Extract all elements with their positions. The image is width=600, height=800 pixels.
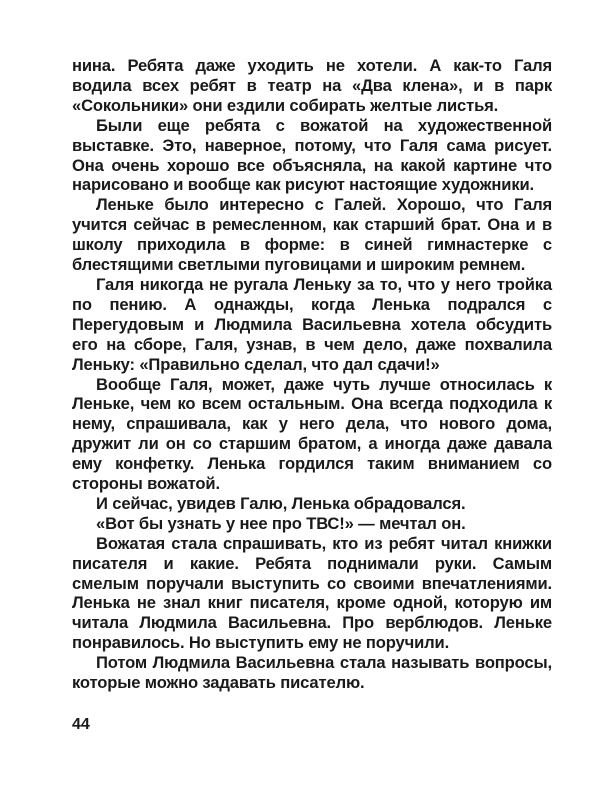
paragraph-1: нина. Ребята даже уходить не хотели. А как-то Галя водила всех ребят в театр на «Два клена», и в парк «Сокольники» они ездили собирать желтые листья. [72,56,552,115]
paragraph-4: Галя никогда не ругала Леньку за то, что у него тройка по пению. А однажды, когда Ленька подрался с Перегудовым и Людмила Васильевна хотела обсудить его на сборе, Галя, узнав, в чем дело, даже похвалила Леньку: «Правильно сделал, что дал сдачи!» [72,274,552,374]
page-text [72,56,552,693]
paragraph-2: Были еще ребята с вожатой на художественной выставке. Это, наверное, потому, что Галя сама рисует. Она очень хорошо все объясняла, на какой картине что нарисовано и вообще как рисуют настоящие художники. [72,115,552,195]
page-number: 44 [72,716,90,733]
paragraph-7: «Вот бы узнать у нее про ТВС!» — мечтал он. [96,513,466,533]
paragraph-5: Вообще Галя, может, даже чуть лучше относилась к Леньке, чем ко всем остальным. Она всегда подходила к нему, спрашивала, как у него дела, что нового дома, дружит ли он со старшим братом, а иногда даже давала ему конфетку. Ленька гордился таким вниманием со стороны вожатой. [72,374,552,494]
paragraph-3: Леньке было интересно с Галей. Хорошо, что Галя учится сейчас в ремесленном, как старший брат. Она и в школу приходила в форме: в синей гимнастерке с блестящими светлыми пуговицами и широким ремнем. [72,195,552,275]
paragraph-6: И сейчас, увидев Галю, Ленька обрадовался. [96,493,466,513]
paragraph-9: Потом Людмила Васильевна стала называть вопросы, которые можно задавать писателю. [72,653,552,693]
paragraph-8: Вожатая стала спрашивать, кто из ребят читал книжки писателя и какие. Ребята поднимали руки. Самым смелым поручали выступить со своими впечатлениями. Ленька не знал книг писателя, кроме одной, которую им читала Людмила Васильевна. Про верблюдов. Леньке понравилось. Но выступить ему не поручили. [72,533,552,653]
